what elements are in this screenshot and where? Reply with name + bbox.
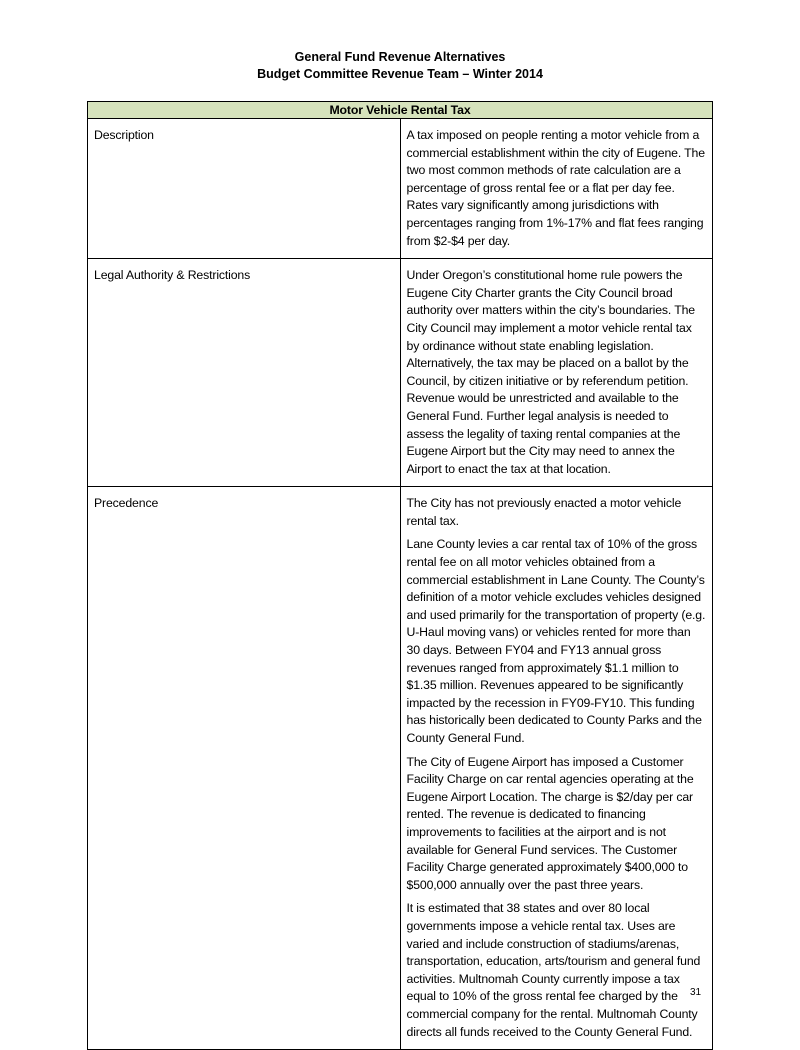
paragraph: Under Oregon’s constitutional home rule powers the Eugene City Charter grants the City Council broad authority over matters within the city’s boundaries. The City Council may implement a motor vehicle rental tax by ordinance without state enabling legislation. Alternatively, the tax may be placed on a ballot by the Council, by citizen initiative or by referendum petition. Revenue would be unrestricted and available to the General Fund. Further legal analysis is needed to assess the legality of taxing rental companies at the Eugene Airport but the City may need to annex the Airport to enact the tax at that location.	[406, 268, 695, 476]
table-row-description	[88, 119, 713, 259]
paragraph: A tax imposed on people renting a motor vehicle from a commercial establishment within the city of Eugene. The two most common methods of rate calculation are a percentage of gross rental fee or a flat per day fee. Rates vary significantly among jurisdictions with percentages ranging from 1%-17% and flat fees ranging from $2-$4 per day.	[406, 128, 705, 248]
row-label: Legal Authority & Restrictions	[88, 259, 401, 487]
row-content	[400, 119, 713, 259]
row-content	[400, 259, 713, 487]
paragraph: The City of Eugene Airport has imposed a Customer Facility Charge on car rental agencies operating at the Eugene Airport Location. The charge is $2/day per car rented. The revenue is dedicated to financing improvements to facilities at the airport and is not available for General Fund services. The Customer Facility Charge generated approximately $400,000 to $500,000 annually over the past three years.	[406, 754, 694, 892]
row-label: Precedence	[88, 487, 401, 1050]
revenue-table	[87, 101, 713, 1050]
paragraph: Lane County levies a car rental tax of 10% of the gross rental fee on all motor vehicles obtained from a commercial establishment in Lane County. The County’s definition of a motor vehicle excludes vehicles designed and used primarily for the transportation of property (e.g. U-Haul moving vans) or vehicles rented for more than 30 days. Between FY04 and FY13 annual gross revenues ranged from approximately $1.1 million to $1.35 million. Revenues appeared to be significantly impacted by the recession in FY09-FY10. This funding has historically been dedicated to County Parks and the County General Fund.	[406, 537, 706, 745]
table-row-legal-authority	[88, 259, 713, 487]
table-title: Motor Vehicle Rental Tax	[88, 102, 713, 119]
row-label: Description	[88, 119, 401, 259]
page-number: 31	[690, 987, 702, 998]
paragraph: The City has not previously enacted a motor vehicle rental tax.	[406, 496, 682, 528]
header-subtitle: Budget Committee Revenue Team – Winter 2014	[257, 67, 543, 81]
document-header	[0, 49, 800, 83]
table-row-precedence	[88, 487, 713, 1050]
paragraph: It is estimated that 38 states and over 80 local governments impose a vehicle rental tax. Uses are varied and include construction of stadiums/arenas, transportation, education, arts/tourism and general fund activities. Multnomah County currently impose a tax equal to 10% of the gross rental fee charged by the commercial company for the rental. Multnomah County directs all funds received to the County General Fund.	[406, 901, 701, 1039]
header-title: General Fund Revenue Alternatives	[294, 50, 506, 64]
row-content	[400, 487, 713, 1050]
